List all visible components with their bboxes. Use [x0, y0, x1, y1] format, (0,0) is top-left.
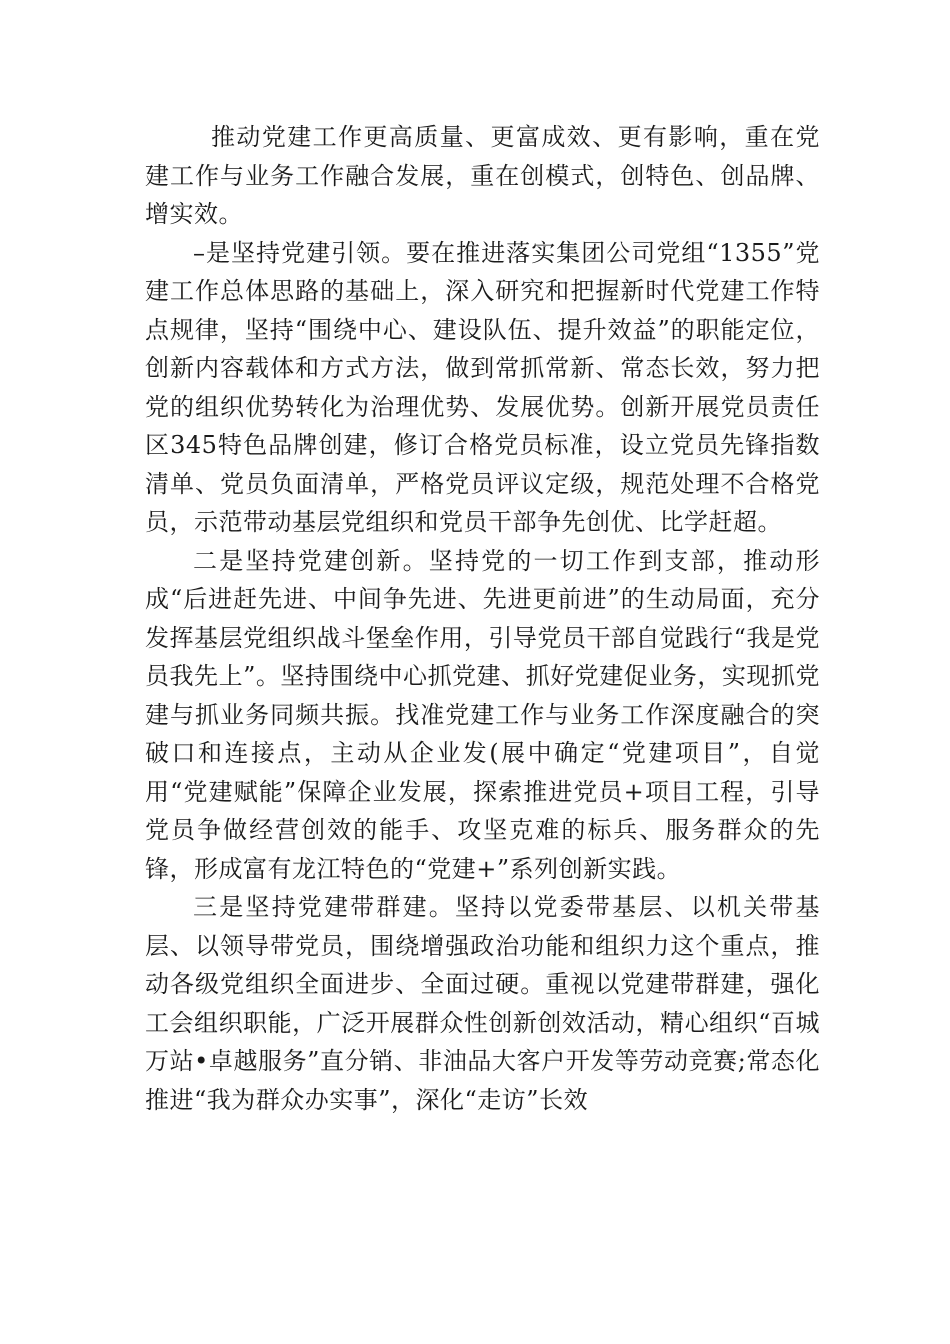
- paragraph-party-innovation: 二是坚持党建创新。坚持党的一切工作到支部，推动形成“后进赶先进、中间争先进、先进更前进”的生动局面，充分发挥基层党组织战斗堡垒作用，引导党员干部自觉践行“我是党员我先上”。坚持围绕中心抓党建、抓好党建促业务，实现抓党建与抓业务同频共振。找准党建工作与业务工作深度融合的突破口和连接点，主动从企业发(展中确定“党建项目”，自觉用“党建赋能”保障企业发展，探索推进党员+项目工程，引导党员争做经营创效的能手、攻坚克难的标兵、服务群众的先锋，形成富有龙江特色的“党建+”系列创新实践。: [145, 546, 820, 883]
- paragraph-party-leadership: –是坚持党建引领。要在推进落实集团公司党组“1355”党建工作总体思路的基础上，深入研究和把握新时代党建工作特点规律，坚持“围绕中心、建设队伍、提升效益”的职能定位，创新内容载体和方式方法，做到常抓常新、常态长效，努力把党的组织优势转化为治理优势、发展优势。创新开展党员责任区345特色品牌创建，修订合格党员标准，设立党员先锋指数清单、党员负面清单，严格党员评议定级，规范处理不合格党员，示范带动基层党组织和党员干部争先创优、比学赶超。: [145, 238, 820, 536]
- paragraph-intro: 推动党建工作更高质量、更富成效、更有影响，重在党建工作与业务工作融合发展，重在创模式，创特色、创品牌、增实效。: [145, 123, 820, 228]
- paragraph-party-mass-building: 三是坚持党建带群建。坚持以党委带基层、以机关带基层、以领导带党员，围绕增强政治功能和组织力这个重点，推动各级党组织全面进步、全面过硬。重视以党建带群建，强化工会组织职能，广泛开展群众性创新创效活动，精心组织“百城万站•卓越服务”直分销、非油品大客户开发等劳动竞赛;常态化推进“我为群众办实事”，深化“走访”长效: [145, 893, 820, 1114]
- document-page: [145, 118, 820, 1119]
